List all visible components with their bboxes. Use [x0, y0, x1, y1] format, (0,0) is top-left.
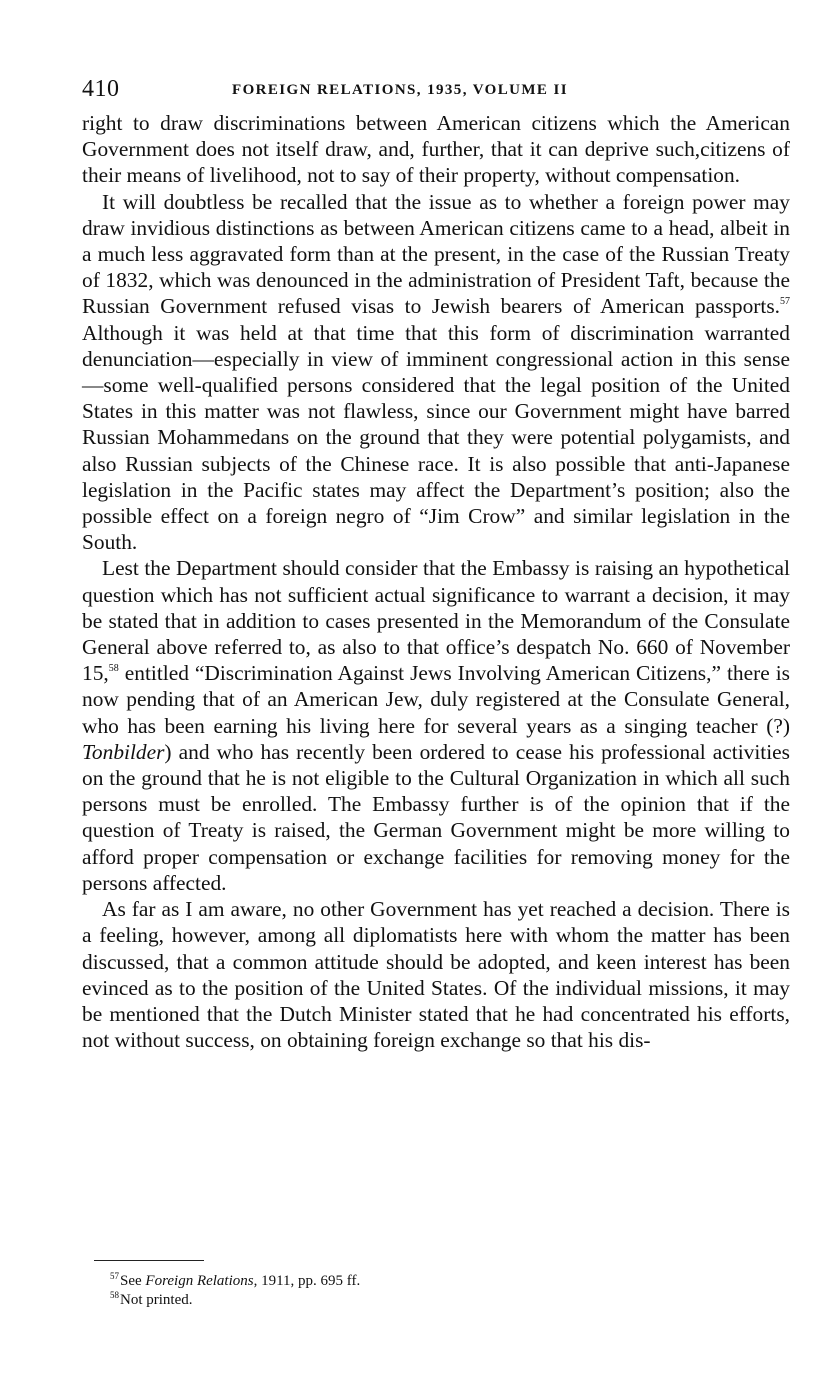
paragraph-text-continued: entitled “Discrimination Against Jews Involving American Citizens,” there is now pending that of an American Jew, duly registered at the Consulate General, who has been earning his living here for several years as a singing teacher (?)	[82, 661, 790, 738]
page-number: 410	[82, 76, 120, 102]
paragraph-text-continued: Although it was held at that time that this form of discrimination warranted denunciation—especially in view of imminent congressional action in this sense—some well-qualified persons considered that the legal position of the United States in this matter was not flawless, since our Government might have barred Russian Mohammedans on the ground that they were potential polygamists, and also Russian subjects of the Chinese race. It is also possible that anti-Japanese legislation in the Pacific states may affect the Department’s position; also the possible effect on a foreign negro of “Jim Crow” and similar legislation in the South.	[82, 320, 790, 555]
footnote-text: See	[120, 1273, 146, 1289]
running-head	[82, 76, 790, 110]
document-page	[82, 76, 790, 1053]
running-title: FOREIGN RELATIONS, 1935, VOLUME II	[232, 82, 568, 98]
paragraph-text-end: ) and who has recently been ordered to cease his professional activities on the ground that he is not eligible to the Cultural Organization in which all such persons must be enrolled. The Embassy further is of the opinion that if the question of Treaty is raised, the German Government might be more willing to afford proper compensation or exchange facilities for removing money for the persons affected.	[82, 739, 790, 895]
footnote-57	[110, 1272, 710, 1291]
footnote-reference-58[interactable]: 58	[108, 663, 119, 675]
footnote-text-suffix: , 1911, pp. 695 ff.	[253, 1273, 361, 1289]
footnote-reference-57[interactable]: 57	[780, 296, 790, 308]
footnote-text: Not printed.	[120, 1292, 193, 1308]
footnote-italic-title: Foreign Relations	[145, 1273, 254, 1289]
paragraph-hypothetical-question	[82, 555, 790, 896]
footnote-divider	[94, 1260, 204, 1261]
paragraph-text: right to draw discriminations between American citizens which the American Government does not itself draw, and, further, that it can deprive such,citizens of their means of livelihood, not to say of their property, without compensation.	[82, 111, 790, 188]
footnote-mark: 57	[110, 1271, 119, 1281]
paragraph-continuation	[82, 110, 790, 189]
paragraph-text: Lest the Department should consider that the Embassy is raising an hypothetical question which has not sufficient actual significance to warrant a decision, it may be stated that in addition to cases presented in the Memorandum of the Consulate General above referred to, as also to that office’s despatch No. 660 of November 15,	[82, 556, 790, 686]
paragraph-text: It will doubtless be recalled that the issue as to whether a foreign power may draw invidious distinctions as between American citizens came to a head, albeit in a much less aggravated form than at the present, in the case of the Russian Treaty of 1832, which was denounced in the administration of President Taft, because the Russian Government refused visas to Jewish bearers of American passports.	[82, 189, 790, 319]
body-text	[82, 110, 790, 1053]
footnotes	[110, 1272, 710, 1310]
italic-term: Tonbilder	[82, 739, 165, 764]
footnote-mark: 58	[110, 1290, 119, 1300]
footnote-58	[110, 1291, 710, 1310]
paragraph-other-governments	[82, 896, 790, 1053]
paragraph-russian-treaty	[82, 189, 790, 556]
paragraph-text: As far as I am aware, no other Government has yet reached a decision. There is a feeling, however, among all diplomatists here with whom the matter has been discussed, that a common attitude should be adopted, and keen interest has been evinced as to the position of the United States. Of the individual missions, it may be mentioned that the Dutch Minister stated that he had concentrated his efforts, not without success, on obtaining foreign exchange so that his dis-	[82, 897, 790, 1053]
